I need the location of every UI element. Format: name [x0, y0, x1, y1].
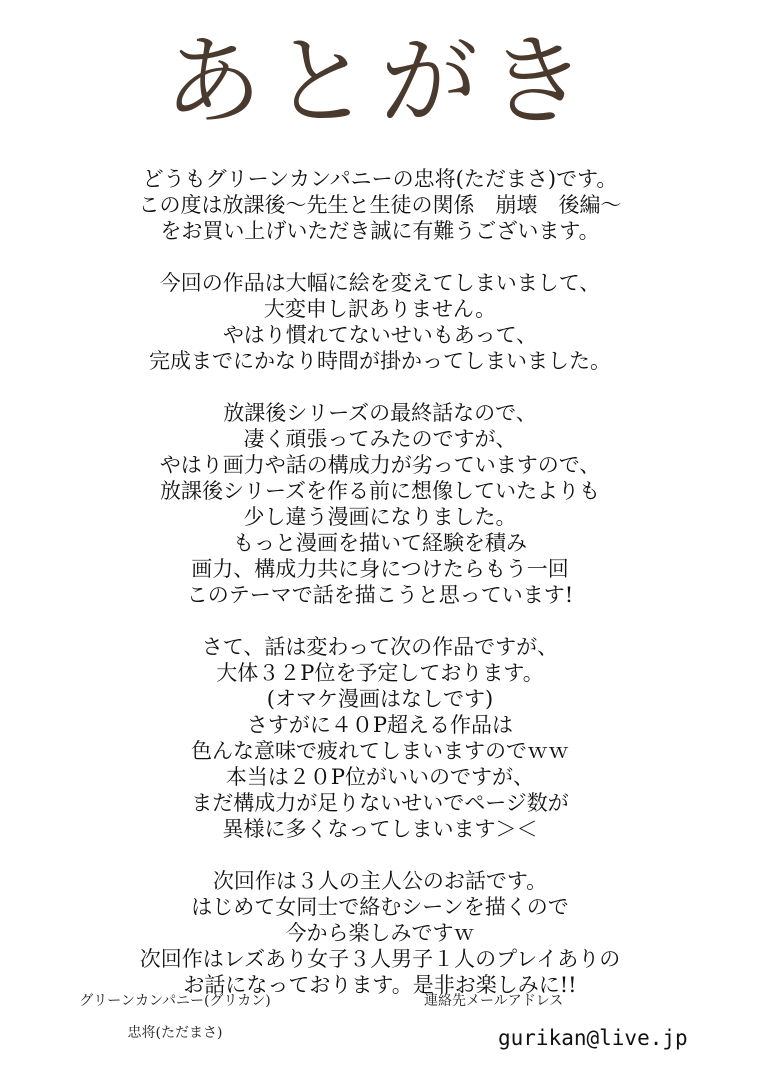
- text-line: このテーマで話を描こうと思っています!: [186, 583, 574, 607]
- text-line: やはり慣れてないせいもあって、: [222, 323, 538, 347]
- text-line: やはり画力や話の構成力が劣っていますので、: [159, 453, 601, 477]
- paragraph: [0, 270, 760, 374]
- afterword-body: [0, 166, 760, 1024]
- text-line: 大変申し訳ありません。: [263, 297, 497, 321]
- paragraph: [0, 166, 760, 244]
- text-line: どうもグリーンカンパニーの忠将(ただまさ)です。: [142, 167, 618, 191]
- text-line: 完成までにかなり時間が掛かってしまいました。: [149, 349, 611, 373]
- text-line: 本当は２０P位がいいのですが、: [225, 765, 535, 789]
- text-line: 色んな意味で疲れてしまいますのでｗｗ: [191, 739, 569, 763]
- text-line: 大体３２P位を予定しております。: [216, 661, 544, 685]
- contact-block: [410, 990, 730, 1052]
- page-title: あとがき: [163, 25, 596, 139]
- text-line: 画力、構成力共に身につけたらもう一回: [191, 557, 569, 581]
- email-address[interactable]: gurikan@live.jp: [498, 1026, 688, 1050]
- text-line: 放課後シリーズを作る前に想像していたよりも: [160, 479, 600, 503]
- paragraph: [0, 634, 760, 842]
- text-line: をお買い上げいただき誠に有難うございます。: [160, 219, 600, 243]
- paragraph: [0, 400, 760, 608]
- text-line: 次回作はレズあり女子３人男子１人のプレイありの: [139, 947, 621, 971]
- paragraph: [0, 868, 760, 998]
- text-line: もっと漫画を描いて経験を積み: [233, 531, 527, 555]
- text-line: さて、話は変わって次の作品ですが、: [201, 635, 559, 659]
- contact-label: 連絡先メールアドレス: [424, 993, 564, 1009]
- text-line: (オマケ漫画はなしです): [266, 687, 494, 711]
- text-line: 異様に多くなってしまいます＞＜: [222, 817, 538, 841]
- text-line: はじめて女同士で絡むシーンを描くので: [191, 895, 569, 919]
- text-line: 放課後シリーズの最終話なので、: [223, 401, 537, 425]
- text-line: 凄く頑張ってみたのですが、: [243, 427, 517, 451]
- text-line: さすがに４０P超える作品は: [246, 713, 514, 737]
- text-line: この度は放課後～先生と生徒の関係 崩壊 後編～: [138, 193, 622, 217]
- circle-name: グリーンカンパニー(グリカン): [79, 993, 271, 1009]
- text-line: お話になっております。是非お楽しみに!!: [183, 973, 577, 997]
- text-line: 今回の作品は大幅に絵を変えてしまいまして、: [159, 271, 601, 295]
- text-line: まだ構成力が足りないせいでページ数が: [191, 791, 569, 815]
- text-line: 少し違う漫画になりました。: [243, 505, 517, 529]
- text-line: 今から楽しみですｗ: [285, 921, 475, 945]
- author-name: 忠将(ただまさ): [127, 1025, 223, 1041]
- credits-block: [40, 990, 310, 1044]
- text-line: 次回作は３人の主人公のお話です。: [212, 869, 548, 893]
